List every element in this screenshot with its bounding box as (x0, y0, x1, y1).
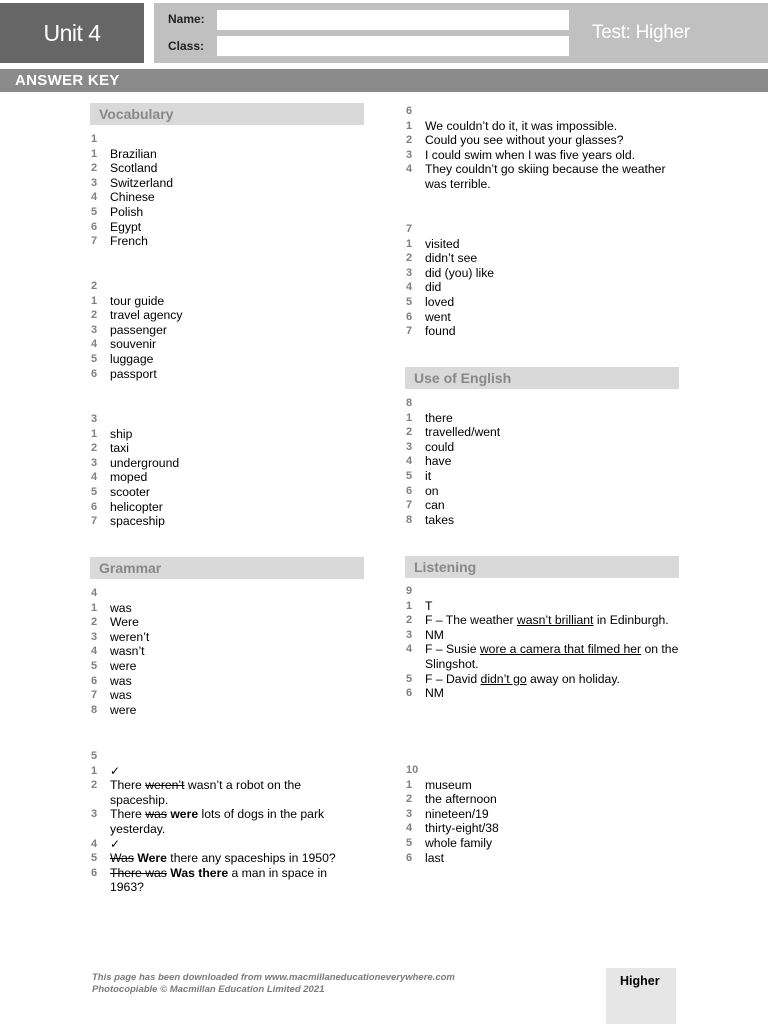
list-item (91, 147, 362, 162)
exercise-6 (406, 104, 681, 192)
list-item (91, 456, 362, 471)
list-item (406, 411, 681, 426)
item-number: 4 (406, 455, 413, 468)
answer-text: did (you) like (425, 265, 495, 280)
section-use-of-english: Use of English (405, 367, 679, 389)
list-item (91, 294, 362, 309)
answer-text: French (110, 234, 148, 249)
answer-text: F – Susie wore a camera that filmed her on the Slingshot. (425, 642, 679, 671)
answer-text: visited (425, 236, 460, 251)
exercise-number: 7 (406, 223, 413, 235)
item-number: 1 (91, 601, 98, 614)
answer-text: wasn’t (110, 644, 145, 659)
answer-key-title: ANSWER KEY (15, 72, 120, 89)
answer-text: Switzerland (110, 175, 173, 190)
item-number: 5 (91, 659, 98, 672)
item-number: 5 (91, 205, 98, 218)
header-bar (0, 0, 768, 64)
answer-text: were (110, 658, 137, 673)
list-item (406, 237, 681, 252)
list-item (406, 425, 681, 440)
item-number: 3 (406, 148, 413, 161)
item-number: 3 (91, 808, 98, 821)
list-item (91, 601, 362, 616)
list-item (91, 851, 362, 866)
answer-text: have (425, 454, 452, 469)
list-item (91, 644, 362, 659)
item-number: 1 (406, 237, 413, 250)
list-item (91, 441, 362, 456)
corrected-word: were (170, 807, 199, 822)
list-item (91, 688, 362, 703)
answer-text: Brazilian (110, 146, 157, 161)
exercise-5 (91, 749, 362, 895)
exercise-number: 6 (406, 105, 413, 117)
list-item (91, 659, 362, 674)
answer-text: passenger (110, 322, 167, 337)
exercise-4 (91, 586, 362, 717)
item-number: 2 (406, 252, 413, 265)
list-item (406, 821, 681, 836)
answer-text: travel agency (110, 308, 183, 323)
unit-title: Unit 4 (0, 3, 144, 63)
answer-text: souvenir (110, 337, 157, 352)
exercise-number: 8 (406, 397, 413, 409)
list-item (406, 440, 681, 455)
class-label: Class: (168, 39, 205, 53)
footer-copyright-line: Photocopiable © Macmillan Education Limited 2021 (92, 983, 325, 995)
answer-text: was (110, 688, 132, 703)
list-item (406, 807, 681, 822)
list-item (406, 613, 681, 628)
answer-text: went (425, 309, 451, 324)
list-item (91, 190, 362, 205)
item-number: 2 (91, 442, 98, 455)
answer-text: tour guide (110, 293, 165, 308)
list-item (406, 148, 681, 163)
answer-text: NM (425, 627, 444, 642)
answer-text: travelled/went (425, 425, 501, 440)
exercise-2 (91, 279, 362, 381)
item-number: 6 (406, 687, 413, 700)
list-item (406, 295, 681, 310)
item-number: 1 (406, 778, 413, 791)
item-number: 6 (91, 220, 98, 233)
list-item (91, 615, 362, 630)
answer-text: did (425, 280, 442, 295)
item-number: 3 (91, 630, 98, 643)
answer-text: luggage (110, 351, 154, 366)
answer-text: museum (425, 777, 472, 792)
answer-text: taxi (110, 441, 129, 456)
item-number: 4 (91, 338, 98, 351)
list-item (91, 500, 362, 515)
list-item (91, 220, 362, 235)
item-number: 2 (91, 779, 98, 792)
item-number: 4 (91, 191, 98, 204)
item-number: 1 (406, 119, 413, 132)
item-number: 4 (406, 163, 413, 176)
list-item (406, 251, 681, 266)
answer-text: spaceship (110, 514, 165, 529)
footer-download-line: This page has been downloaded from www.macmillaneducationeverywhere.com (92, 972, 455, 983)
underlined-phrase: wore a camera that filmed her (479, 642, 642, 657)
list-item (406, 851, 681, 866)
item-number: 5 (91, 485, 98, 498)
corrected-word: Was there (170, 865, 229, 880)
list-item (91, 703, 362, 718)
exercise-number: 1 (91, 133, 98, 145)
class-field[interactable] (217, 36, 569, 56)
answer-text: There was were lots of dogs in the park yesterday. (110, 807, 325, 836)
check-icon: ✓ (110, 763, 121, 778)
list-item (91, 205, 362, 220)
answer-text: can (425, 498, 445, 513)
item-number: 7 (406, 499, 413, 512)
list-item (91, 470, 362, 485)
name-field[interactable] (217, 10, 569, 30)
exercise-number: 5 (91, 750, 98, 762)
answer-text: F – The weather wasn’t brilliant in Edinburgh. (425, 613, 669, 628)
answer-text: They couldn’t go skiing because the weather was terrible. (425, 162, 666, 191)
answer-text: There weren’t wasn’t a robot on the spaceship. (110, 778, 302, 807)
exercise-number: 3 (91, 413, 98, 425)
item-number: 5 (406, 295, 413, 308)
answer-text: NM (425, 686, 444, 701)
item-number: 2 (91, 616, 98, 629)
struck-word: was (145, 807, 167, 822)
item-number: 6 (406, 851, 413, 864)
exercise-3 (91, 412, 362, 529)
answer-text: Chinese (110, 190, 155, 205)
answer-text: underground (110, 455, 180, 470)
list-item (91, 337, 362, 352)
answer-text: loved (425, 294, 455, 309)
item-number: 1 (91, 147, 98, 160)
answer-text: was (110, 673, 132, 688)
item-number: 4 (406, 281, 413, 294)
answer-text: passport (110, 366, 157, 381)
exercise-number: 10 (406, 764, 419, 776)
answer-text: Polish (110, 204, 144, 219)
list-item (91, 837, 362, 852)
list-item (91, 807, 362, 836)
answer-text: Was Were there any spaceships in 1950? (110, 851, 336, 866)
answer-text: weren’t (110, 629, 150, 644)
item-number: 2 (406, 614, 413, 627)
list-item (406, 310, 681, 325)
item-number: 5 (91, 852, 98, 865)
answer-text: Scotland (110, 161, 158, 176)
section-grammar: Grammar (90, 557, 364, 579)
item-number: 7 (91, 689, 98, 702)
underlined-phrase: wasn’t brilliant (516, 613, 594, 628)
test-level-label: Test: Higher (592, 22, 690, 43)
answer-text: Egypt (110, 219, 142, 234)
item-number: 4 (406, 822, 413, 835)
list-item (91, 367, 362, 382)
exercise-1 (91, 132, 362, 249)
item-number: 3 (406, 440, 413, 453)
answer-text: whole family (425, 835, 493, 850)
list-item (406, 672, 681, 687)
answer-text: F – David didn’t go away on holiday. (425, 671, 620, 686)
item-number: 7 (91, 515, 98, 528)
item-number: 5 (91, 352, 98, 365)
answer-text: it (425, 468, 432, 483)
item-number: 7 (406, 325, 413, 338)
answer-text: thirty-eight/38 (425, 821, 499, 836)
item-number: 3 (406, 266, 413, 279)
item-number: 2 (406, 134, 413, 147)
item-number: 4 (406, 643, 413, 656)
item-number: 7 (91, 235, 98, 248)
struck-word: Was (110, 851, 134, 866)
exercise-number: 2 (91, 280, 98, 292)
footer-credit (92, 972, 455, 995)
list-item (406, 498, 681, 513)
exercise-9 (406, 584, 681, 701)
list-item (91, 308, 362, 323)
struck-word: weren’t (145, 778, 185, 793)
item-number: 5 (406, 836, 413, 849)
section-listening: Listening (405, 556, 679, 578)
exercise-number: 4 (91, 587, 98, 599)
list-item (91, 630, 362, 645)
item-number: 6 (91, 674, 98, 687)
exercise-number: 9 (406, 585, 413, 597)
list-item (406, 513, 681, 528)
list-item (91, 176, 362, 191)
answer-text: there (425, 410, 453, 425)
list-item (406, 686, 681, 701)
underlined-phrase: didn’t go (480, 671, 527, 686)
list-item (91, 485, 362, 500)
item-number: 1 (91, 294, 98, 307)
list-item (91, 764, 362, 779)
answer-text: I could swim when I was five years old. (425, 147, 635, 162)
item-number: 6 (91, 866, 98, 879)
item-number: 4 (91, 471, 98, 484)
answer-text: We couldn’t do it, it was impossible. (425, 118, 618, 133)
item-number: 1 (91, 764, 98, 777)
list-item (91, 514, 362, 529)
answer-text: could (425, 439, 455, 454)
list-item (91, 234, 362, 249)
list-item (406, 162, 681, 191)
answer-text: scooter (110, 484, 150, 499)
answer-text: nineteen/19 (425, 806, 489, 821)
struck-word: There was (110, 865, 167, 880)
answer-text: T (425, 598, 433, 613)
item-number: 1 (91, 427, 98, 440)
list-item (91, 427, 362, 442)
answer-text: There was Was there a man in space in 1963? (110, 865, 328, 895)
item-number: 2 (406, 793, 413, 806)
list-item (406, 836, 681, 851)
exercise-10 (406, 763, 681, 865)
answer-text: Were (110, 615, 139, 630)
exercise-8 (406, 396, 681, 527)
item-number: 1 (406, 599, 413, 612)
answer-text: last (425, 850, 444, 865)
section-vocabulary: Vocabulary (90, 103, 364, 125)
item-number: 3 (91, 176, 98, 189)
item-number: 8 (406, 513, 413, 526)
item-number: 2 (91, 309, 98, 322)
list-item (406, 792, 681, 807)
list-item (91, 161, 362, 176)
list-item (406, 266, 681, 281)
answer-text: on (425, 483, 439, 498)
check-icon: ✓ (110, 836, 121, 851)
item-number: 8 (91, 703, 98, 716)
item-number: 5 (406, 469, 413, 482)
list-item (406, 778, 681, 793)
list-item (406, 454, 681, 469)
answer-text: moped (110, 470, 148, 485)
item-number: 2 (91, 162, 98, 175)
answer-text: the afternoon (425, 792, 497, 807)
answer-text: takes (425, 512, 455, 527)
item-number: 6 (406, 310, 413, 323)
item-number: 2 (406, 426, 413, 439)
answer-text: helicopter (110, 499, 163, 514)
item-number: 6 (406, 484, 413, 497)
list-item (91, 323, 362, 338)
answer-text: didn’t see (425, 251, 478, 266)
item-number: 3 (91, 323, 98, 336)
answer-text: Could you see without your glasses? (425, 133, 624, 148)
exercise-7 (406, 222, 681, 339)
level-label: Higher (620, 974, 660, 988)
level-badge (606, 968, 676, 1024)
item-number: 6 (91, 500, 98, 513)
answer-text: was (110, 600, 132, 615)
list-item (406, 280, 681, 295)
answer-text: were (110, 702, 137, 717)
list-item (91, 866, 362, 895)
answer-text: found (425, 324, 456, 339)
item-number: 4 (91, 837, 98, 850)
list-item (406, 324, 681, 339)
list-item (406, 119, 681, 134)
item-number: 5 (406, 672, 413, 685)
list-item (406, 599, 681, 614)
answer-text: ship (110, 426, 133, 441)
list-item (91, 674, 362, 689)
item-number: 1 (406, 411, 413, 424)
list-item (406, 133, 681, 148)
item-number: 6 (91, 367, 98, 380)
list-item (406, 642, 681, 671)
corrected-word: Were (137, 851, 167, 866)
list-item (91, 778, 362, 807)
item-number: 3 (406, 628, 413, 641)
list-item (406, 628, 681, 643)
list-item (406, 469, 681, 484)
item-number: 3 (406, 807, 413, 820)
list-item (91, 352, 362, 367)
item-number: 4 (91, 645, 98, 658)
item-number: 3 (91, 456, 98, 469)
list-item (406, 484, 681, 499)
name-label: Name: (168, 12, 205, 26)
